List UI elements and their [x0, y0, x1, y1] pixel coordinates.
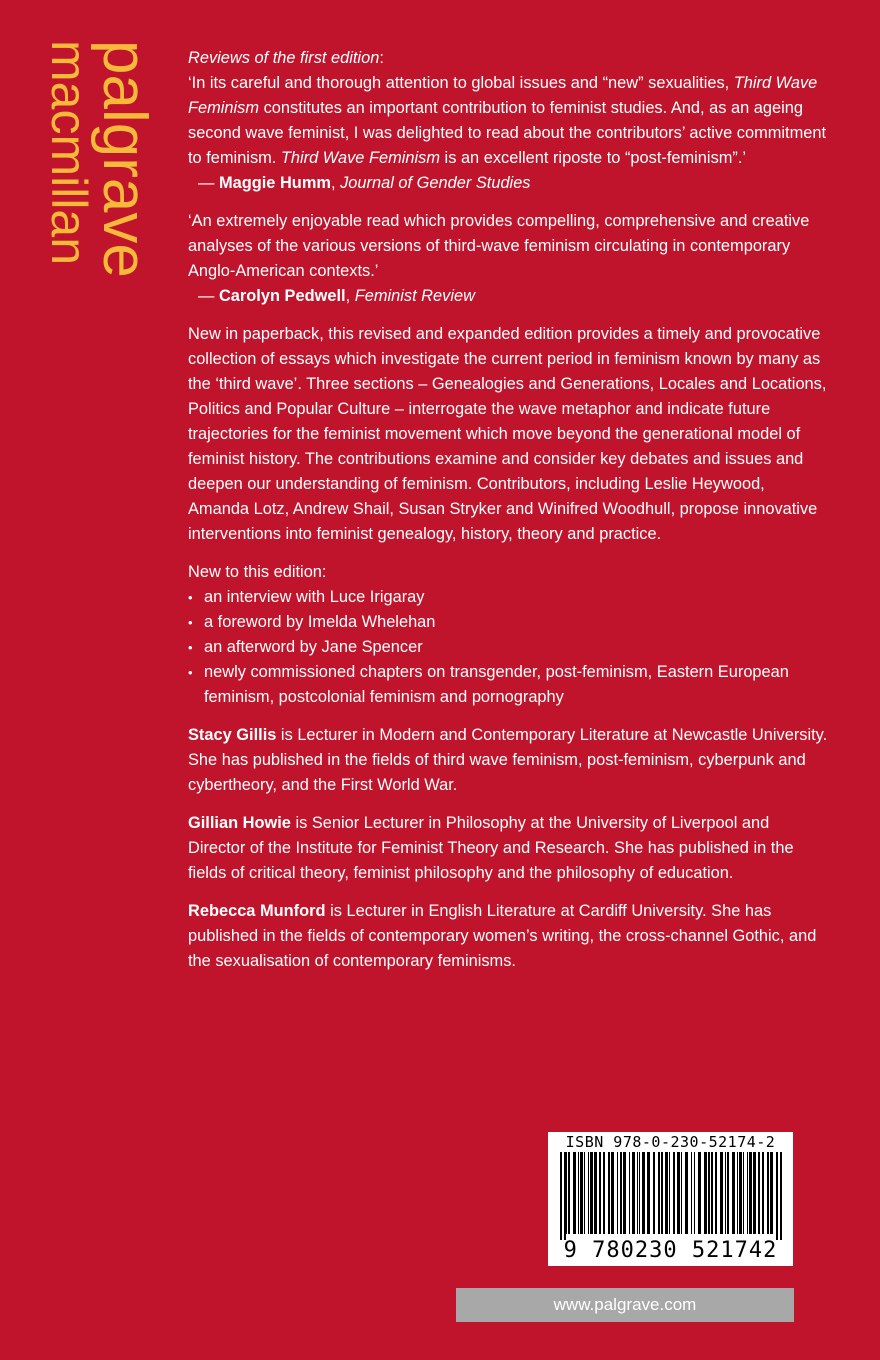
website-url[interactable]: www.palgrave.com — [456, 1288, 794, 1322]
barcode-bar — [743, 1152, 744, 1234]
barcode-digits: 9 780230 521742 — [563, 1238, 778, 1263]
barcode-bar — [623, 1152, 626, 1234]
barcode-bar — [653, 1152, 655, 1234]
review-source: Journal of Gender Studies — [340, 174, 531, 192]
barcode-bar — [727, 1152, 729, 1234]
barcode-bar — [629, 1152, 630, 1234]
barcode-bar — [711, 1152, 713, 1234]
book-description: New in paperback, this revised and expanded edition provides a timely and provocative collection of essays which investigate the current period in feminism known by many as the ‘third wave’. Three sections – Genealogies and Generations, Locales and Locations, Politics and Popular Culture – interrogate the wave metaphor and indicate future trajectories for the feminist movement which move beyond the generational model of feminist history. The contributions examine and consider key debates and issues and deepen our understanding of feminism. Contributors, including Leslie Heywood, Amanda Lotz, Andrew Shail, Susan Stryker and Winifred Woodhull, propose innovative interventions into feminist genealogy, history, theory and practice. — [188, 325, 827, 543]
barcode-bar — [647, 1152, 650, 1234]
publisher-logo — [0, 0, 170, 330]
barcode-bar — [611, 1152, 614, 1234]
barcode-bar — [749, 1152, 752, 1234]
back-cover-text — [188, 46, 828, 974]
barcode-bar — [642, 1152, 645, 1234]
barcode-bar — [685, 1152, 688, 1234]
barcode-bar — [578, 1152, 579, 1234]
barcode-bar — [694, 1152, 695, 1234]
editor-bio-3: Rebecca Munford is Lecturer in English Literature at Cardiff University. She has published in the fields of contemporary women’s writing, the cross-channel Gothic, and the sexualisation of contemporary feminisms. — [188, 902, 817, 970]
review-quote: ‘An extremely enjoyable read which provides compelling, comprehensive and creative analyses of the various versions of third-wave feminism circulating in contemporary Anglo-American contexts.’ — [188, 212, 810, 280]
barcode-bar — [584, 1152, 585, 1234]
barcode-bar — [758, 1152, 760, 1234]
review-1 — [188, 71, 828, 196]
barcode-bar — [608, 1152, 610, 1234]
barcode-bar — [617, 1152, 618, 1234]
review-2 — [188, 209, 828, 309]
barcode-bar — [580, 1152, 583, 1234]
barcode-bar — [691, 1152, 692, 1234]
barcode-bar — [762, 1152, 764, 1234]
barcode-bar — [681, 1152, 682, 1234]
list-item: • a foreword by Imelda Whelehan — [188, 610, 828, 635]
editor-bio-1: Stacy Gillis is Lecturer in Modern and Contemporary Literature at Newcastle University. She has published in the fields of third wave feminism, post-feminism, cyberpunk and cybertheory, and the First World War. — [188, 726, 828, 794]
barcode-bar — [715, 1152, 717, 1234]
barcode-bar — [632, 1152, 635, 1234]
barcode-bar — [720, 1152, 723, 1234]
barcode-bar — [770, 1152, 773, 1234]
list-item: • an interview with Luce Irigaray — [188, 585, 828, 610]
barcode-bar — [564, 1152, 566, 1240]
review-attribution: — Carolyn Pedwell, Feminist Review — [198, 287, 475, 305]
barcode-bar — [639, 1152, 640, 1234]
editor-name: Gillian Howie — [188, 814, 291, 832]
barcode-bar — [594, 1152, 597, 1234]
barcode-bar — [573, 1152, 576, 1234]
barcode-bar — [776, 1152, 778, 1240]
review-source: Feminist Review — [354, 287, 475, 305]
editor-name: Stacy Gillis — [188, 726, 277, 744]
barcode-bar — [725, 1152, 726, 1234]
barcode-bar — [590, 1152, 593, 1234]
barcode-bar — [673, 1152, 675, 1234]
barcode-bar — [560, 1152, 562, 1240]
isbn-barcode — [548, 1132, 793, 1266]
barcode-bar — [698, 1152, 701, 1234]
editor-bio-2: Gillian Howie is Senior Lecturer in Philosophy at the University of Liverpool and Director of the Institute for Feminist Theory and Research. She has published in the fields of critical theory, feminist philosophy and the philosophy of education. — [188, 814, 794, 882]
barcode-bar — [753, 1152, 756, 1234]
barcode-bar — [704, 1152, 707, 1234]
barcode-bar — [732, 1152, 735, 1234]
review-attribution: — Maggie Humm, Journal of Gender Studies — [198, 174, 531, 192]
isbn-text: ISBN 978-0-230-52174-2 — [565, 1133, 776, 1151]
barcode-bar — [566, 1152, 567, 1234]
list-item: • newly commissioned chapters on transgender, post-feminism, Eastern European feminism, postcolonial feminism and pornography — [188, 660, 828, 710]
barcode-bar — [603, 1152, 605, 1234]
barcode-bar — [665, 1152, 668, 1234]
barcode-bar — [747, 1152, 748, 1234]
barcode-bar — [737, 1152, 738, 1234]
barcode-bar — [599, 1152, 601, 1234]
new-edition-list — [188, 585, 828, 710]
barcode-bars — [548, 1152, 793, 1240]
barcode-bar — [620, 1152, 622, 1234]
barcode-bar — [708, 1152, 710, 1234]
barcode-bar — [661, 1152, 663, 1234]
new-edition-heading: New to this edition: — [188, 563, 327, 581]
barcode-bar — [637, 1152, 638, 1234]
reviewer-name: Carolyn Pedwell — [218, 287, 346, 305]
barcode-bar — [780, 1152, 782, 1240]
barcode-bar — [677, 1152, 680, 1234]
barcode-bar — [658, 1152, 660, 1234]
reviews-heading: Reviews of the first edition: — [188, 49, 384, 67]
list-item: • an afterword by Jane Spencer — [188, 635, 828, 660]
editor-name: Rebecca Munford — [188, 902, 326, 920]
barcode-bar — [767, 1152, 769, 1234]
barcode-bar — [669, 1152, 670, 1234]
reviewer-name: Maggie Humm — [218, 174, 331, 192]
logo-macmillan: macmillan — [41, 40, 97, 266]
barcode-bar — [739, 1152, 742, 1234]
logo-palgrave: palgrave — [90, 40, 159, 278]
barcode-bar — [588, 1152, 589, 1234]
review-quote: ‘In its careful and thorough attention to global issues and “new” sexualities, Third Wave Feminism constitutes an important contribution to feminist studies. And, as an ageing second wave feminist, I was delighted to read about the contributors’ active commitment to feminism. Third Wave Feminism is an excellent riposte to “post-feminism”.’ — [188, 74, 827, 167]
barcode-bar — [568, 1152, 570, 1234]
